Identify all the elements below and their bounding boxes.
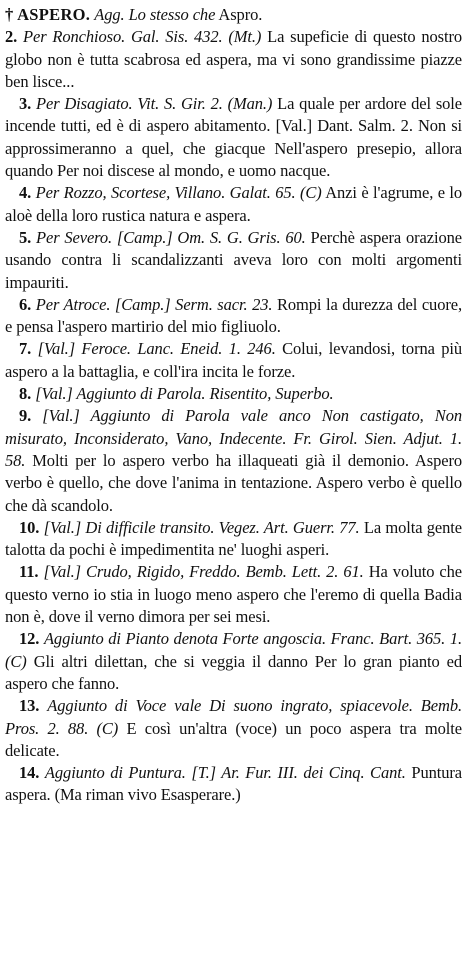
part-of-speech: Agg.: [94, 5, 125, 24]
sense-12: [5, 628, 462, 695]
sense-heading: Aggiunto di Pianto denota Forte angoscia. Franc. Bart. 365. 1. (C): [5, 629, 462, 671]
sense-heading: [Val.] Aggiunto di Parola. Risentito, Superbo.: [35, 384, 334, 404]
sense-body: Puntura aspera. (Ma riman vivo Esasperare.): [5, 763, 463, 805]
sense-4: [5, 182, 462, 227]
sense-14: [5, 762, 462, 807]
sense-number: 11.: [19, 562, 39, 582]
sense-heading: [Val.] Di difficile transito. Vegez. Art. Guerr. 77.: [43, 517, 360, 537]
sense-9: [5, 405, 462, 516]
sense-heading: [Val.] Aggiunto di Parola vale anco Non castigato, Non misurato, Inconsiderato, Vano, Indecente. Fr. Girol. Sien. Adjut. 1. 58.: [5, 406, 462, 470]
sense-body: Molti per lo aspero verbo ha illaqueati già il demonio. Aspero verbo è quello, che dove l'anima in tentazione. Aspero verbo è quello che dà scandolo.: [5, 450, 462, 515]
sense-body: Ha voluto che questo verno io stia in luogo meno aspero che l'eremo di quella Badia non è, dove il verno dimora per sei mesi.: [5, 562, 462, 627]
sense-number: 8.: [19, 384, 32, 404]
sense-5: [5, 227, 462, 294]
definition-word: Aspro.: [218, 5, 263, 24]
sense-10: [5, 517, 462, 562]
sense-heading: [Val.] Crudo, Rigido, Freddo. Bemb. Lett. 2. 61.: [43, 562, 364, 582]
sense-body: Perchè aspera orazione usando contra li scandalizzanti aveva loro con molti argomenti impauriti.: [5, 227, 462, 292]
sense-heading: Per Disagiato. Vit. S. Gir. 2. (Man.): [36, 94, 273, 114]
sense-number: 10.: [19, 517, 40, 537]
sense-body: Rompi la durezza del cuore, e pensa l'aspero martirio del mio figliuolo.: [5, 294, 463, 337]
sense-body: E così un'altra (voce) un poco aspera tra molte delicate.: [5, 718, 462, 760]
sense-number: 7.: [19, 339, 32, 359]
sense-11: [5, 561, 462, 628]
sense-heading: Per Atroce. [Camp.] Serm. sacr. 23.: [35, 294, 273, 314]
sense-6: [5, 294, 462, 339]
sense-heading: Per Ronchioso. Gal. Sis. 432. (Mt.): [23, 27, 262, 47]
sense-number: 4.: [19, 183, 32, 203]
headword: † ASPERO.: [5, 5, 91, 24]
sense-body: Colui, levandosi, torna più aspero a la battaglia, e coll'ira incita le forze.: [5, 339, 463, 381]
sense-number: 2.: [5, 27, 18, 47]
sense-heading: Aggiunto di Voce vale Di suono ingrato, spiacevole. Bemb. Pros. 2. 88. (C): [5, 696, 462, 738]
sense-body: La molta gente talotta da pochi è impedimentita ne' luoghi asperi.: [5, 517, 462, 560]
sense-body: Anzi è l'agrume, e lo aloè della loro rustica natura e aspera.: [5, 183, 462, 225]
sense-3: [5, 93, 462, 182]
definition: Lo stesso che: [128, 5, 216, 24]
sense-number: 9.: [19, 406, 32, 426]
sense-heading: [Val.] Feroce. Lanc. Eneid. 1. 246.: [37, 339, 276, 359]
sense-number: 12.: [19, 629, 40, 649]
sense-7: [5, 338, 462, 383]
sense-heading: Per Severo. [Camp.] Om. S. G. Gris. 60.: [36, 227, 306, 247]
sense-body: Gli altri dilettan, che si veggia il danno Per lo gran pianto ed aspero che fanno.: [5, 651, 463, 693]
sense-number: 14.: [19, 763, 40, 783]
sense-number: 3.: [19, 94, 32, 114]
sense-heading: Aggiunto di Puntura. [T.] Ar. Fur. III. dei Cinq. Cant.: [44, 763, 406, 783]
sense-13: [5, 695, 462, 762]
sense-number: 13.: [19, 696, 40, 716]
entry-header: [5, 4, 462, 26]
sense-number: 6.: [19, 294, 32, 314]
sense-number: 5.: [19, 227, 32, 247]
sense-body: La supeficie di questo nostro globo non è tutta scabrosa ed aspera, ma vi sono grandissime piazze ben lisce...: [5, 27, 462, 91]
sense-body: La quale per ardore del sole incende tutti, ed è di aspero abitamento. [Val.] Dant. Salm. 2. Non si approssimeranno a quel, che giacque Nell'aspero presepio, allora quando Per noi discese al mondo, e uomo nacque.: [5, 94, 463, 181]
sense-2: [5, 26, 462, 93]
senses-list: [5, 26, 462, 806]
sense-8: [5, 383, 462, 405]
sense-heading: Per Rozzo, Scortese, Villano. Galat. 65. (C): [35, 183, 322, 203]
